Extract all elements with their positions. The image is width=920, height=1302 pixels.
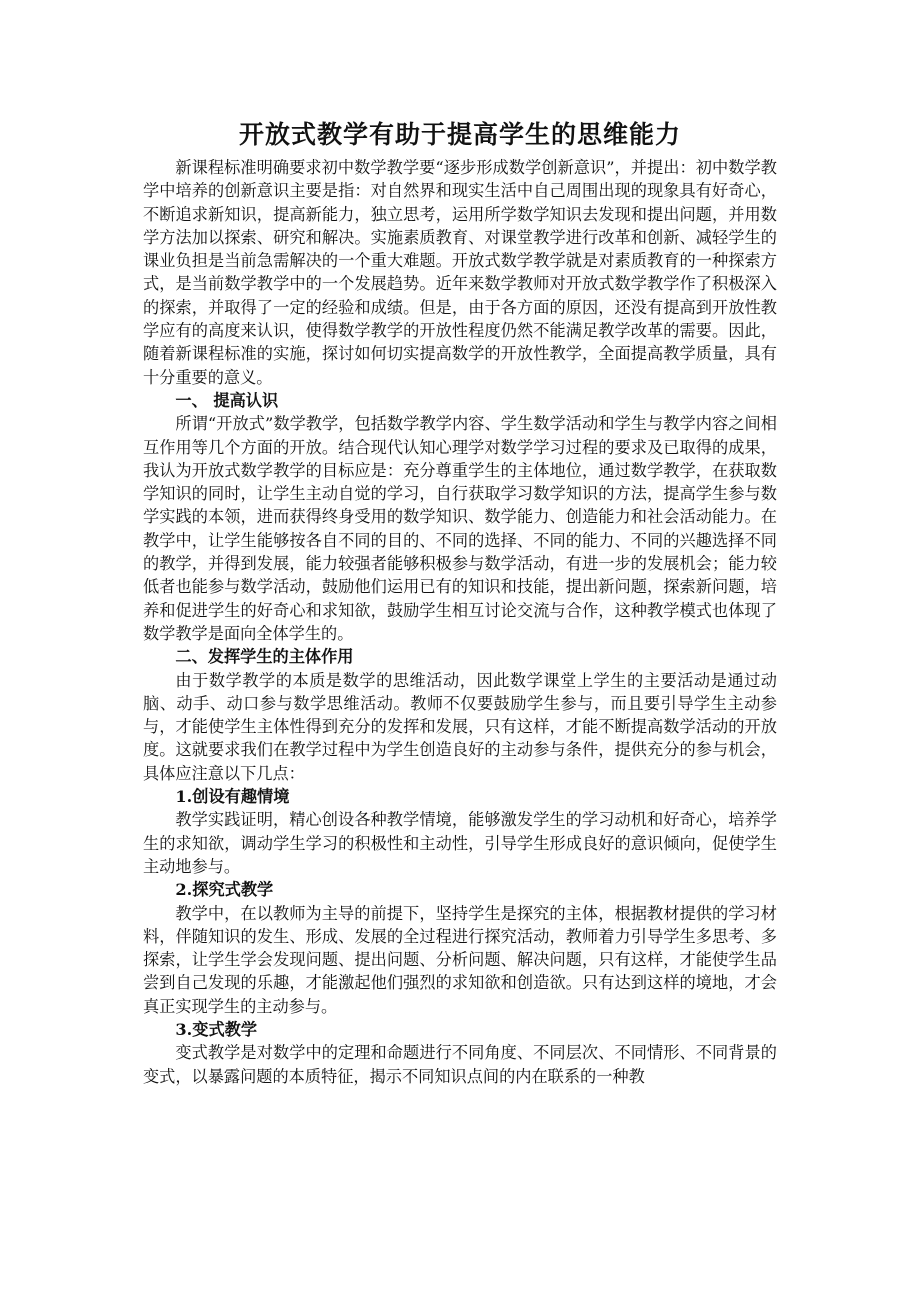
point-2-paragraph: 教学中，在以教师为主导的前提下，坚持学生是探究的主体，根据教材提供的学习材料，伴随知识的发生、形成、发展的全过程进行探究活动，教师着力引导学生多思考、多探索，让学生学会发现问题、提出问题、分析问题、解决问题，只有这样，才能使学生品尝到自己发现的乐趣，才能激起他们强烈的求知欲和创造欲。只有达到这样的境地，才会真正实现学生的主动参与。 <box>143 903 777 1016</box>
point-1-heading: 1.创设有趣情境 <box>175 787 290 807</box>
section-1-heading: 一、 提高认识 <box>175 390 279 410</box>
intro-paragraph: 新课程标准明确要求初中数学教学要“逐步形成数学创新意识”，并提出：初中数学教学中培养的创新意识主要是指：对自然界和现实生活中自己周围出现的现象具有好奇心，不断追求新知识，提高新能力，独立思考，运用所学数学知识去发现和提出问题，并用数学方法加以探索、研究和解决。实施素质教育、对课堂教学进行改革和创新、减轻学生的课业负担是当前急需解决的一个重大难题。开放式数学教学就是对素质教育的一种探索方式，是当前数学教学中的一个发展趋势。近年来数学教师对开放式数学教学作了积极深入的探索，并取得了一定的经验和成绩。但是，由于各方面的原因，还没有提高到开放性教学应有的高度来认识，使得数学教学的开放性程度仍然不能满足教学改革的需要。因此，随着新课程标准的实施，探讨如何切实提高数学的开放性教学，全面提高教学质量，具有十分重要的意义。 <box>143 158 777 387</box>
point-3-heading: 3.变式教学 <box>175 1019 258 1039</box>
point-3-paragraph: 变式教学是对数学中的定理和命题进行不同角度、不同层次、不同情形、不同背景的变式，以暴露问题的本质特征，揭示不同知识点间的内在联系的一种教 <box>143 1043 777 1086</box>
point-2-heading: 2.探究式教学 <box>175 880 274 900</box>
document-title: 开放式教学有助于提高学生的思维能力 <box>238 120 681 149</box>
section-2-heading: 二、发挥学生的主体作用 <box>175 647 354 667</box>
section-2-paragraph: 由于数学教学的本质是数学的思维活动，因此数学课堂上学生的主要活动是通过动脑、动手、动口参与数学思维活动。教师不仅要鼓励学生参与，而且要引导学生主动参与，才能使学生主体性得到充分的发挥和发展，只有这样，才能不断提高数学活动的开放度。这就要求我们在教学过程中为学生创造良好的主动参与条件，提供充分的参与机会，具体应注意以下几点： <box>143 670 777 783</box>
point-1-paragraph: 教学实践证明，精心创设各种教学情境，能够激发学生的学习动机和好奇心，培养学生的求知欲，调动学生学习的积极性和主动性，引导学生形成良好的意识倾向，促使学生主动地参与。 <box>143 810 777 876</box>
section-1-paragraph: 所谓“开放式”数学教学，包括数学教学内容、学生数学活动和学生与教学内容之间相互作用等几个方面的开放。结合现代认知心理学对数学学习过程的要求及已取得的成果，我认为开放式数学教学的目标应是：充分尊重学生的主体地位，通过数学教学，在获取数学知识的同时，让学生主动自觉的学习，自行获取学习数学知识的方法，提高学生参与数学实践的本领，进而获得终身受用的数学知识、数学能力、创造能力和社会活动能力。在教学中，让学生能够按各自不同的目的、不同的选择、不同的能力、不同的兴趣选择不同的教学，并得到发展，能力较强者能够积极参与数学活动，有进一步的发展机会；能力较低者也能参与数学活动，鼓励他们运用已有的知识和技能，提出新问题，探索新问题，培养和促进学生的好奇心和求知欲，鼓励学生相互讨论交流与合作，这种教学模式也体现了数学教学是面向全体学生的。 <box>143 414 777 643</box>
